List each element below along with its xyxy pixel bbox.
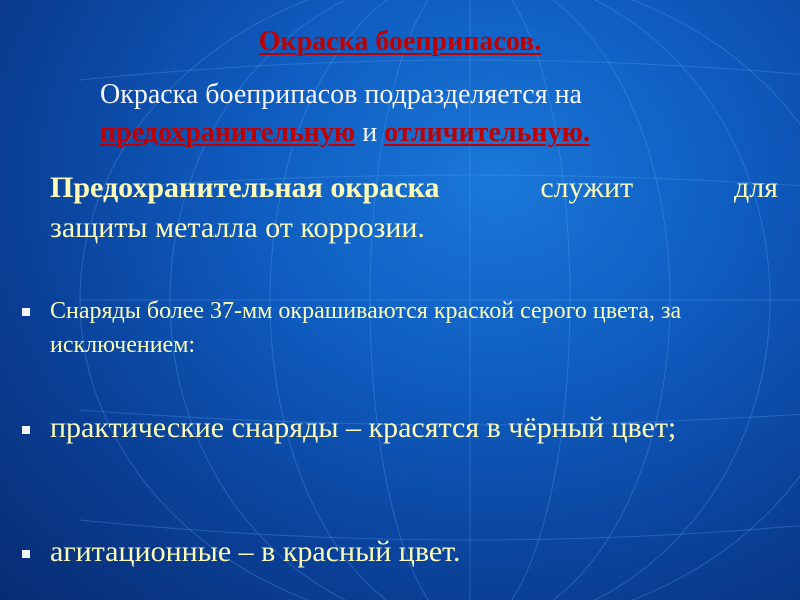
bullet-text: Снаряды более 37-мм окрашиваются краской серого цвета, за исключением: xyxy=(50,298,682,358)
bullet-text: агитационные – в красный цвет. xyxy=(50,535,461,568)
paragraph-bold-phrase: Предохранительная окраска xyxy=(50,171,440,204)
intro-line-1: Окраска боеприпасов подразделяется на xyxy=(100,79,582,110)
term-distinctive: отличительную. xyxy=(384,117,590,148)
intro-line-2 xyxy=(100,114,740,152)
bullet-text: практические снаряды – красятся в чёрный цвет; xyxy=(50,411,677,444)
paragraph-line-1 xyxy=(50,168,778,208)
slide-title: Окраска боеприпасов. xyxy=(258,26,542,57)
protective-paragraph xyxy=(50,168,778,248)
square-bullet-icon xyxy=(22,550,30,558)
paragraph-word-1: служит xyxy=(540,171,634,204)
square-bullet-icon xyxy=(22,426,30,434)
paragraph-word-2: для xyxy=(733,171,778,204)
intro-text xyxy=(100,76,740,152)
square-bullet-icon xyxy=(22,308,30,316)
paragraph-line-2: защиты металла от коррозии. xyxy=(50,211,425,244)
term-protective: предохранительную xyxy=(100,117,356,148)
intro-connector: и xyxy=(362,117,378,148)
